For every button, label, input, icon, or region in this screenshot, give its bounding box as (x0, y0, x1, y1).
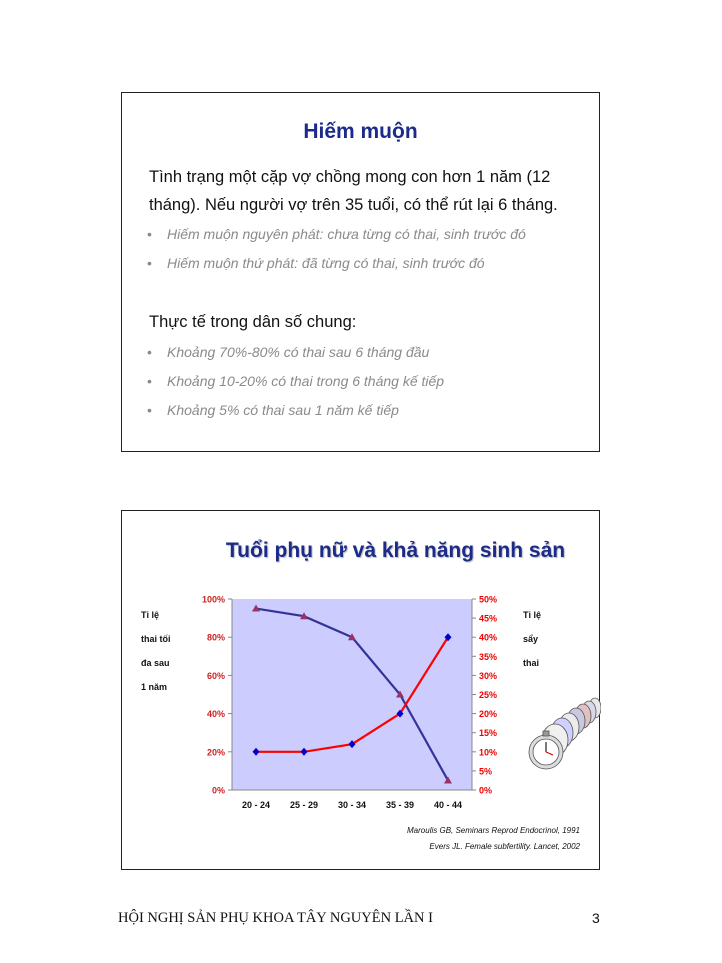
x-tick-label: 40 - 44 (433, 800, 463, 810)
right-tick-label: 20% (479, 709, 498, 720)
right-tick-label: 15% (479, 728, 498, 739)
list-item-text: Khoảng 10-20% có thai trong 6 tháng kế tiếp (167, 373, 445, 389)
list-item (140, 220, 580, 249)
list-item-text: Khoảng 70%-80% có thai sau 6 tháng đầu (167, 344, 430, 360)
right-tick-label: 45% (479, 613, 498, 624)
right-tick-label: 5% (479, 766, 493, 777)
slide-title: Hiếm muộn (303, 120, 418, 143)
x-tick-label: 20 - 24 (241, 800, 271, 810)
left-tick-label: 40% (206, 709, 225, 720)
left-tick-label: 80% (206, 632, 225, 643)
slide-age-fertility (121, 510, 600, 870)
right-tick-label: 10% (479, 747, 498, 758)
slide-title: Tuổi phụ nữ và khả năng sinh sản (225, 539, 566, 562)
right-axis-label-line: thai (523, 658, 540, 668)
left-tick-label: 0% (211, 785, 225, 796)
left-tick-label: 20% (206, 747, 225, 758)
definition-line-2: tháng). Nếu người vợ trên 35 tuổi, có thể rút lại 6 tháng. (149, 196, 558, 214)
reference-1: Maroulis GB, Seminars Reprod Endocrinol, 1991 (407, 826, 580, 835)
population-stats-list (140, 338, 580, 425)
plot-area (232, 599, 472, 790)
right-tick-label: 30% (479, 670, 498, 681)
reference-2: Evers JL. Female subfertility. Lancet, 2002 (429, 842, 580, 851)
population-paragraph: Thực tế trong dân số chung: (149, 313, 357, 331)
right-tick-label: 25% (479, 690, 498, 700)
list-item-text: Hiếm muộn thứ phát: đã từng có thai, sinh trước đó (167, 255, 485, 271)
right-tick-label: 0% (479, 785, 493, 796)
right-axis-label-line: sẩy (523, 634, 539, 644)
left-axis-label-line: Tỉ lệ (141, 610, 160, 620)
x-tick-label: 25 - 29 (289, 800, 319, 810)
right-tick-label: 35% (479, 651, 498, 662)
footer-conference-name: HỘI NGHỊ SẢN PHỤ KHOA TÂY NGUYÊN LẦN I (118, 910, 433, 926)
list-item-text: Khoảng 5% có thai sau 1 năm kế tiếp (167, 402, 399, 418)
bullet-icon: • (147, 402, 152, 418)
bullet-icon: • (147, 344, 152, 360)
left-tick-label: 60% (206, 670, 225, 681)
definition-paragraph (149, 163, 579, 219)
list-item (140, 396, 580, 425)
right-tick-label: 50% (479, 594, 498, 605)
references (407, 823, 580, 855)
left-axis-label-line: 1 năm (141, 682, 168, 692)
left-axis-label-line: đa sau (141, 658, 170, 668)
definition-line-1: Tình trạng một cặp vợ chồng mong con hơn 1 năm (12 (149, 168, 551, 186)
x-tick-label: 35 - 39 (385, 800, 415, 810)
list-item (140, 249, 580, 278)
bullet-icon: • (147, 255, 152, 271)
bullet-icon: • (147, 226, 152, 242)
left-axis-label-line: thai tối (141, 634, 171, 644)
infertility-types-list (140, 220, 580, 278)
x-tick-label: 30 - 34 (337, 800, 367, 810)
bullet-icon: • (147, 373, 152, 389)
left-tick-label: 100% (201, 594, 225, 605)
list-item (140, 338, 580, 367)
right-tick-label: 40% (479, 632, 498, 643)
list-item-text: Hiếm muộn nguyên phát: chưa từng có thai, sinh trước đó (167, 226, 526, 242)
right-axis-label-line: Tỉ lệ (523, 610, 542, 620)
slide-infertility (121, 92, 600, 452)
page-number: 3 (592, 910, 600, 926)
stopwatch-stack-icon (525, 696, 601, 776)
list-item (140, 367, 580, 396)
fertility-chart (122, 511, 598, 869)
